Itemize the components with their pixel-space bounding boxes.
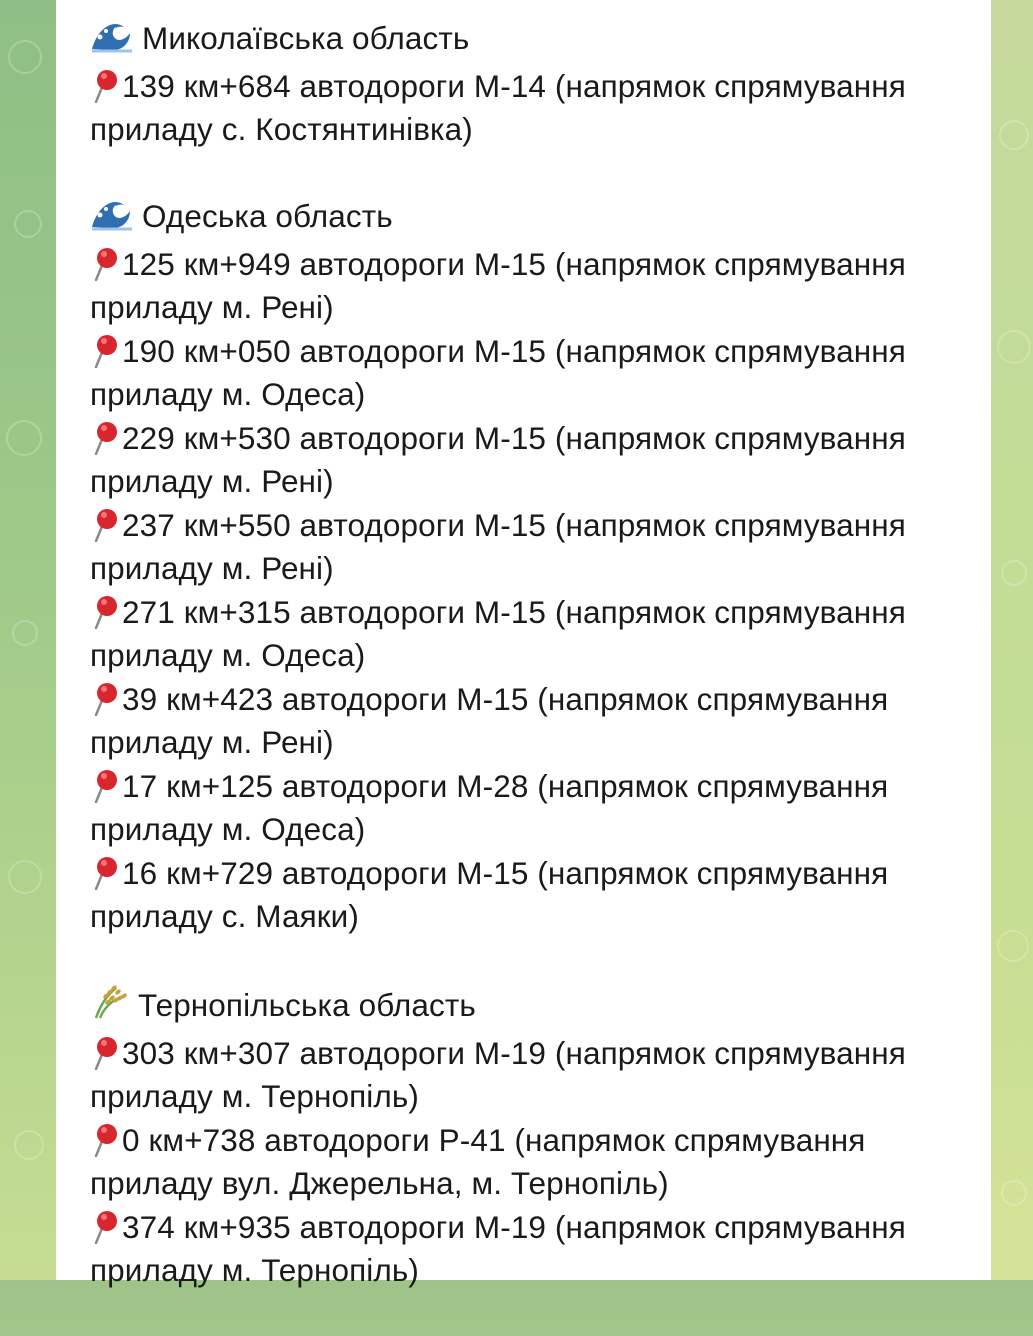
- location-text: 0 км+738 автодороги Р-41 (напрямок спрямування приладу вул. Джерельна, м. Тернопіль): [90, 1121, 875, 1201]
- message-bubble[interactable]: [56, 0, 991, 1288]
- chat-background-left: [0, 0, 56, 1280]
- background-doodle: [997, 330, 1031, 364]
- location-item: [90, 65, 970, 152]
- location-item: [90, 1206, 970, 1293]
- pushpin-icon: [90, 508, 120, 542]
- pushpin-icon: [90, 1123, 120, 1157]
- location-text: 190 км+050 автодороги М-15 (напрямок спрямування приладу м. Одеса): [90, 332, 915, 412]
- location-text: 39 км+423 автодороги М-15 (напрямок спрямування приладу м. Рені): [90, 680, 898, 760]
- pushpin-icon: [90, 247, 120, 281]
- background-doodle: [1001, 1180, 1027, 1206]
- location-item: [90, 243, 970, 330]
- pushpin-icon: [90, 334, 120, 368]
- pushpin-icon: [90, 682, 120, 716]
- pushpin-icon: [90, 421, 120, 455]
- location-item: [90, 1032, 970, 1119]
- location-text: 229 км+530 автодороги М-15 (напрямок спрямування приладу м. Рені): [90, 419, 915, 499]
- wave-icon: [90, 17, 134, 65]
- background-doodle: [8, 40, 42, 74]
- pushpin-icon: [90, 769, 120, 803]
- location-text: 271 км+315 автодороги М-15 (напрямок спрямування приладу м. Одеса): [90, 593, 915, 673]
- location-item: [90, 765, 970, 852]
- region-name: Одеська область: [142, 198, 393, 234]
- region-name: Тернопільська область: [138, 987, 476, 1023]
- location-text: 303 км+307 автодороги М-19 (напрямок спрямування приладу м. Тернопіль): [90, 1034, 915, 1114]
- pushpin-icon: [90, 1210, 120, 1244]
- pushpin-icon: [90, 1036, 120, 1070]
- pushpin-icon: [90, 595, 120, 629]
- region-heading: [90, 17, 970, 65]
- chat-background-right: [991, 0, 1033, 1280]
- region-heading: [90, 982, 970, 1032]
- location-text: 16 км+729 автодороги М-15 (напрямок спрямування приладу с. Маяки): [90, 854, 898, 934]
- background-doodle: [8, 860, 42, 894]
- background-doodle: [1001, 560, 1027, 586]
- location-item: [90, 852, 970, 939]
- background-doodle: [12, 620, 38, 646]
- location-text: 17 км+125 автодороги М-28 (напрямок спрямування приладу м. Одеса): [90, 767, 898, 847]
- background-doodle: [997, 930, 1029, 962]
- background-doodle: [999, 120, 1029, 150]
- location-item: [90, 1119, 970, 1206]
- background-doodle: [14, 1130, 44, 1160]
- location-text: 139 км+684 автодороги М-14 (напрямок спрямування приладу с. Костянтинівка): [90, 67, 915, 147]
- location-item: [90, 417, 970, 504]
- pushpin-icon: [90, 69, 120, 103]
- location-item: [90, 678, 970, 765]
- pushpin-icon: [90, 856, 120, 890]
- wave-icon: [90, 195, 134, 243]
- wheat-icon: [90, 982, 130, 1032]
- location-item: [90, 591, 970, 678]
- location-item: [90, 504, 970, 591]
- background-doodle: [14, 210, 42, 238]
- region-section: [90, 17, 970, 152]
- region-heading: [90, 195, 970, 243]
- background-doodle: [6, 420, 42, 456]
- location-text: 374 км+935 автодороги М-19 (напрямок спрямування приладу м. Тернопіль): [90, 1208, 915, 1288]
- location-item: [90, 330, 970, 417]
- message-text: [90, 17, 970, 1336]
- location-text: 125 км+949 автодороги М-15 (напрямок спрямування приладу м. Рені): [90, 245, 915, 325]
- region-name: Миколаївська область: [142, 20, 470, 56]
- region-section: [90, 982, 970, 1293]
- region-section: [90, 195, 970, 939]
- location-text: 237 км+550 автодороги М-15 (напрямок спрямування приладу м. Рені): [90, 506, 915, 586]
